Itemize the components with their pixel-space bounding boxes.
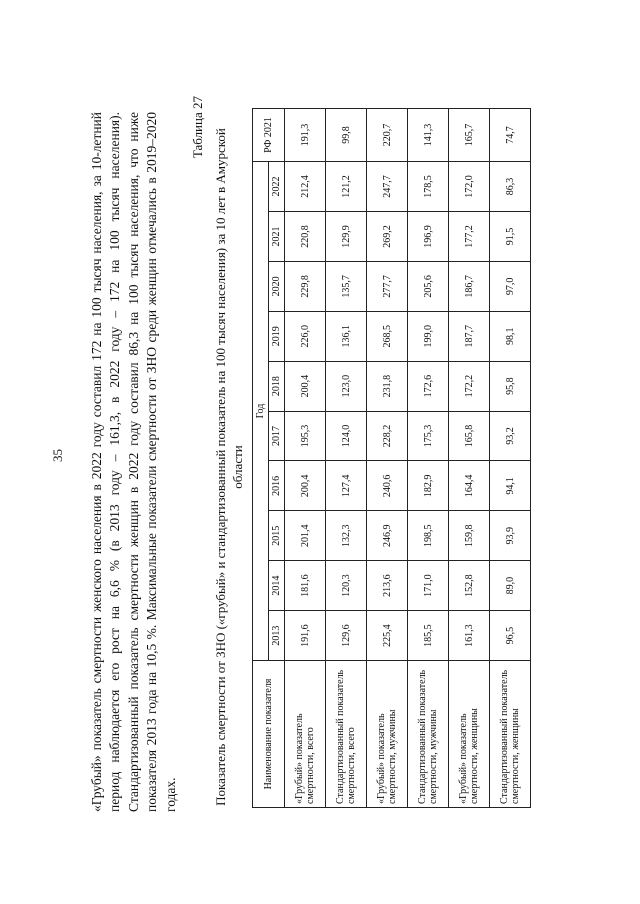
value-cell: 135,7 xyxy=(326,261,367,311)
value-cell: 86,3 xyxy=(490,162,531,212)
header-year: 2022 xyxy=(269,162,285,212)
value-cell: 177,2 xyxy=(449,211,490,261)
value-cell: 228,2 xyxy=(367,411,408,461)
value-cell: 200,4 xyxy=(285,361,326,411)
indicator-label: «Грубый» показатель смертности, женщины xyxy=(449,661,490,808)
value-cell: 229,8 xyxy=(285,261,326,311)
value-cell: 226,0 xyxy=(285,311,326,361)
header-year: 2015 xyxy=(269,511,285,561)
value-cell: 95,8 xyxy=(490,361,531,411)
table-row xyxy=(285,109,326,808)
value-cell: 269,2 xyxy=(367,211,408,261)
value-cell: 165,8 xyxy=(449,411,490,461)
value-cell: 196,9 xyxy=(408,211,449,261)
value-cell: 123,0 xyxy=(326,361,367,411)
value-cell: 120,3 xyxy=(326,561,367,611)
value-cell: 186,7 xyxy=(449,261,490,311)
value-cell: 89,0 xyxy=(490,561,531,611)
value-cell: 127,4 xyxy=(326,461,367,511)
value-cell: 91,5 xyxy=(490,211,531,261)
value-cell: 98,1 xyxy=(490,311,531,361)
value-cell: 172,6 xyxy=(408,361,449,411)
header-year: 2018 xyxy=(269,361,285,411)
value-cell: 220,8 xyxy=(285,211,326,261)
rf-value-cell: 220,7 xyxy=(367,109,408,162)
value-cell: 240,6 xyxy=(367,461,408,511)
table-row xyxy=(326,109,367,808)
indicator-label: Стандартизованный показатель смертности, мужчины xyxy=(408,661,449,808)
indicator-label: «Грубый» показатель смертности, всего xyxy=(285,661,326,808)
header-year: 2013 xyxy=(269,611,285,661)
value-cell: 159,8 xyxy=(449,511,490,561)
table-body xyxy=(285,109,531,808)
value-cell: 96,5 xyxy=(490,611,531,661)
header-indicator-name: Наименование показателя xyxy=(253,661,285,808)
value-cell: 94,1 xyxy=(490,461,531,511)
value-cell: 181,6 xyxy=(285,561,326,611)
rf-value-cell: 165,7 xyxy=(449,109,490,162)
value-cell: 198,5 xyxy=(408,511,449,561)
value-cell: 199,0 xyxy=(408,311,449,361)
value-cell: 182,9 xyxy=(408,461,449,511)
value-cell: 246,9 xyxy=(367,511,408,561)
value-cell: 161,3 xyxy=(449,611,490,661)
table-row xyxy=(490,109,531,808)
value-cell: 268,5 xyxy=(367,311,408,361)
value-cell: 178,5 xyxy=(408,162,449,212)
body-paragraph: «Грубый» показатель смертности женского населения в 2022 году составил 172 на 100 тысяч населения, за 10-летний период наблюдается его рост на 6,6 % (в 2013 году – 161,3, в 2022 году – 172 на 100 тысяч населения). Стандартизованный показатель смертности женщин в 2022 году составил 86,3 на 100 тысяч населения, что ниже показателя 2013 года на 10,5 %. Максимальные показатели смертности от ЗНО среди женщин отмечались в 2019–2020 годах. xyxy=(88,112,178,812)
value-cell: 97,0 xyxy=(490,261,531,311)
value-cell: 93,2 xyxy=(490,411,531,461)
rotated-sheet xyxy=(40,62,600,842)
table-row xyxy=(408,109,449,808)
value-cell: 152,8 xyxy=(449,561,490,611)
indicator-label: «Грубый» показатель смертности, мужчины xyxy=(367,661,408,808)
value-cell: 93,9 xyxy=(490,511,531,561)
header-year: 2017 xyxy=(269,411,285,461)
value-cell: 129,6 xyxy=(326,611,367,661)
header-year: 2020 xyxy=(269,261,285,311)
value-cell: 200,4 xyxy=(285,461,326,511)
mortality-table xyxy=(252,108,531,808)
value-cell: 172,0 xyxy=(449,162,490,212)
table-row xyxy=(367,109,408,808)
indicator-label: Стандартизованный показатель смертности, всего xyxy=(326,661,367,808)
header-rf-2021: РФ 2021 xyxy=(253,109,285,162)
value-cell: 212,4 xyxy=(285,162,326,212)
value-cell: 187,7 xyxy=(449,311,490,361)
table-header-row xyxy=(253,109,269,808)
value-cell: 172,2 xyxy=(449,361,490,411)
table-title: Показатель смертности от ЗНО («грубый» и стандартизованный показатель на 100 тысяч населения) за 10 лет в Амурской области xyxy=(213,128,245,806)
value-cell: 136,1 xyxy=(326,311,367,361)
value-cell: 121,2 xyxy=(326,162,367,212)
value-cell: 164,4 xyxy=(449,461,490,511)
value-cell: 171,0 xyxy=(408,561,449,611)
header-year: 2016 xyxy=(269,461,285,511)
rf-value-cell: 191,3 xyxy=(285,109,326,162)
value-cell: 124,0 xyxy=(326,411,367,461)
value-cell: 247,7 xyxy=(367,162,408,212)
header-year-group: Год xyxy=(253,162,269,661)
header-year: 2014 xyxy=(269,561,285,611)
header-year: 2021 xyxy=(269,211,285,261)
value-cell: 129,9 xyxy=(326,211,367,261)
value-cell: 132,3 xyxy=(326,511,367,561)
value-cell: 175,3 xyxy=(408,411,449,461)
value-cell: 185,5 xyxy=(408,611,449,661)
value-cell: 201,4 xyxy=(285,511,326,561)
value-cell: 195,3 xyxy=(285,411,326,461)
value-cell: 231,8 xyxy=(367,361,408,411)
table-row xyxy=(449,109,490,808)
rf-value-cell: 74,7 xyxy=(490,109,531,162)
table-label: Таблица 27 xyxy=(190,96,205,159)
value-cell: 277,7 xyxy=(367,261,408,311)
rf-value-cell: 99,8 xyxy=(326,109,367,162)
rf-value-cell: 141,3 xyxy=(408,109,449,162)
value-cell: 191,6 xyxy=(285,611,326,661)
page-number: 35 xyxy=(50,449,65,462)
value-cell: 225,4 xyxy=(367,611,408,661)
value-cell: 213,6 xyxy=(367,561,408,611)
header-year: 2019 xyxy=(269,311,285,361)
indicator-label: Стандартизованный показатель смертности, женщины xyxy=(490,661,531,808)
value-cell: 205,6 xyxy=(408,261,449,311)
